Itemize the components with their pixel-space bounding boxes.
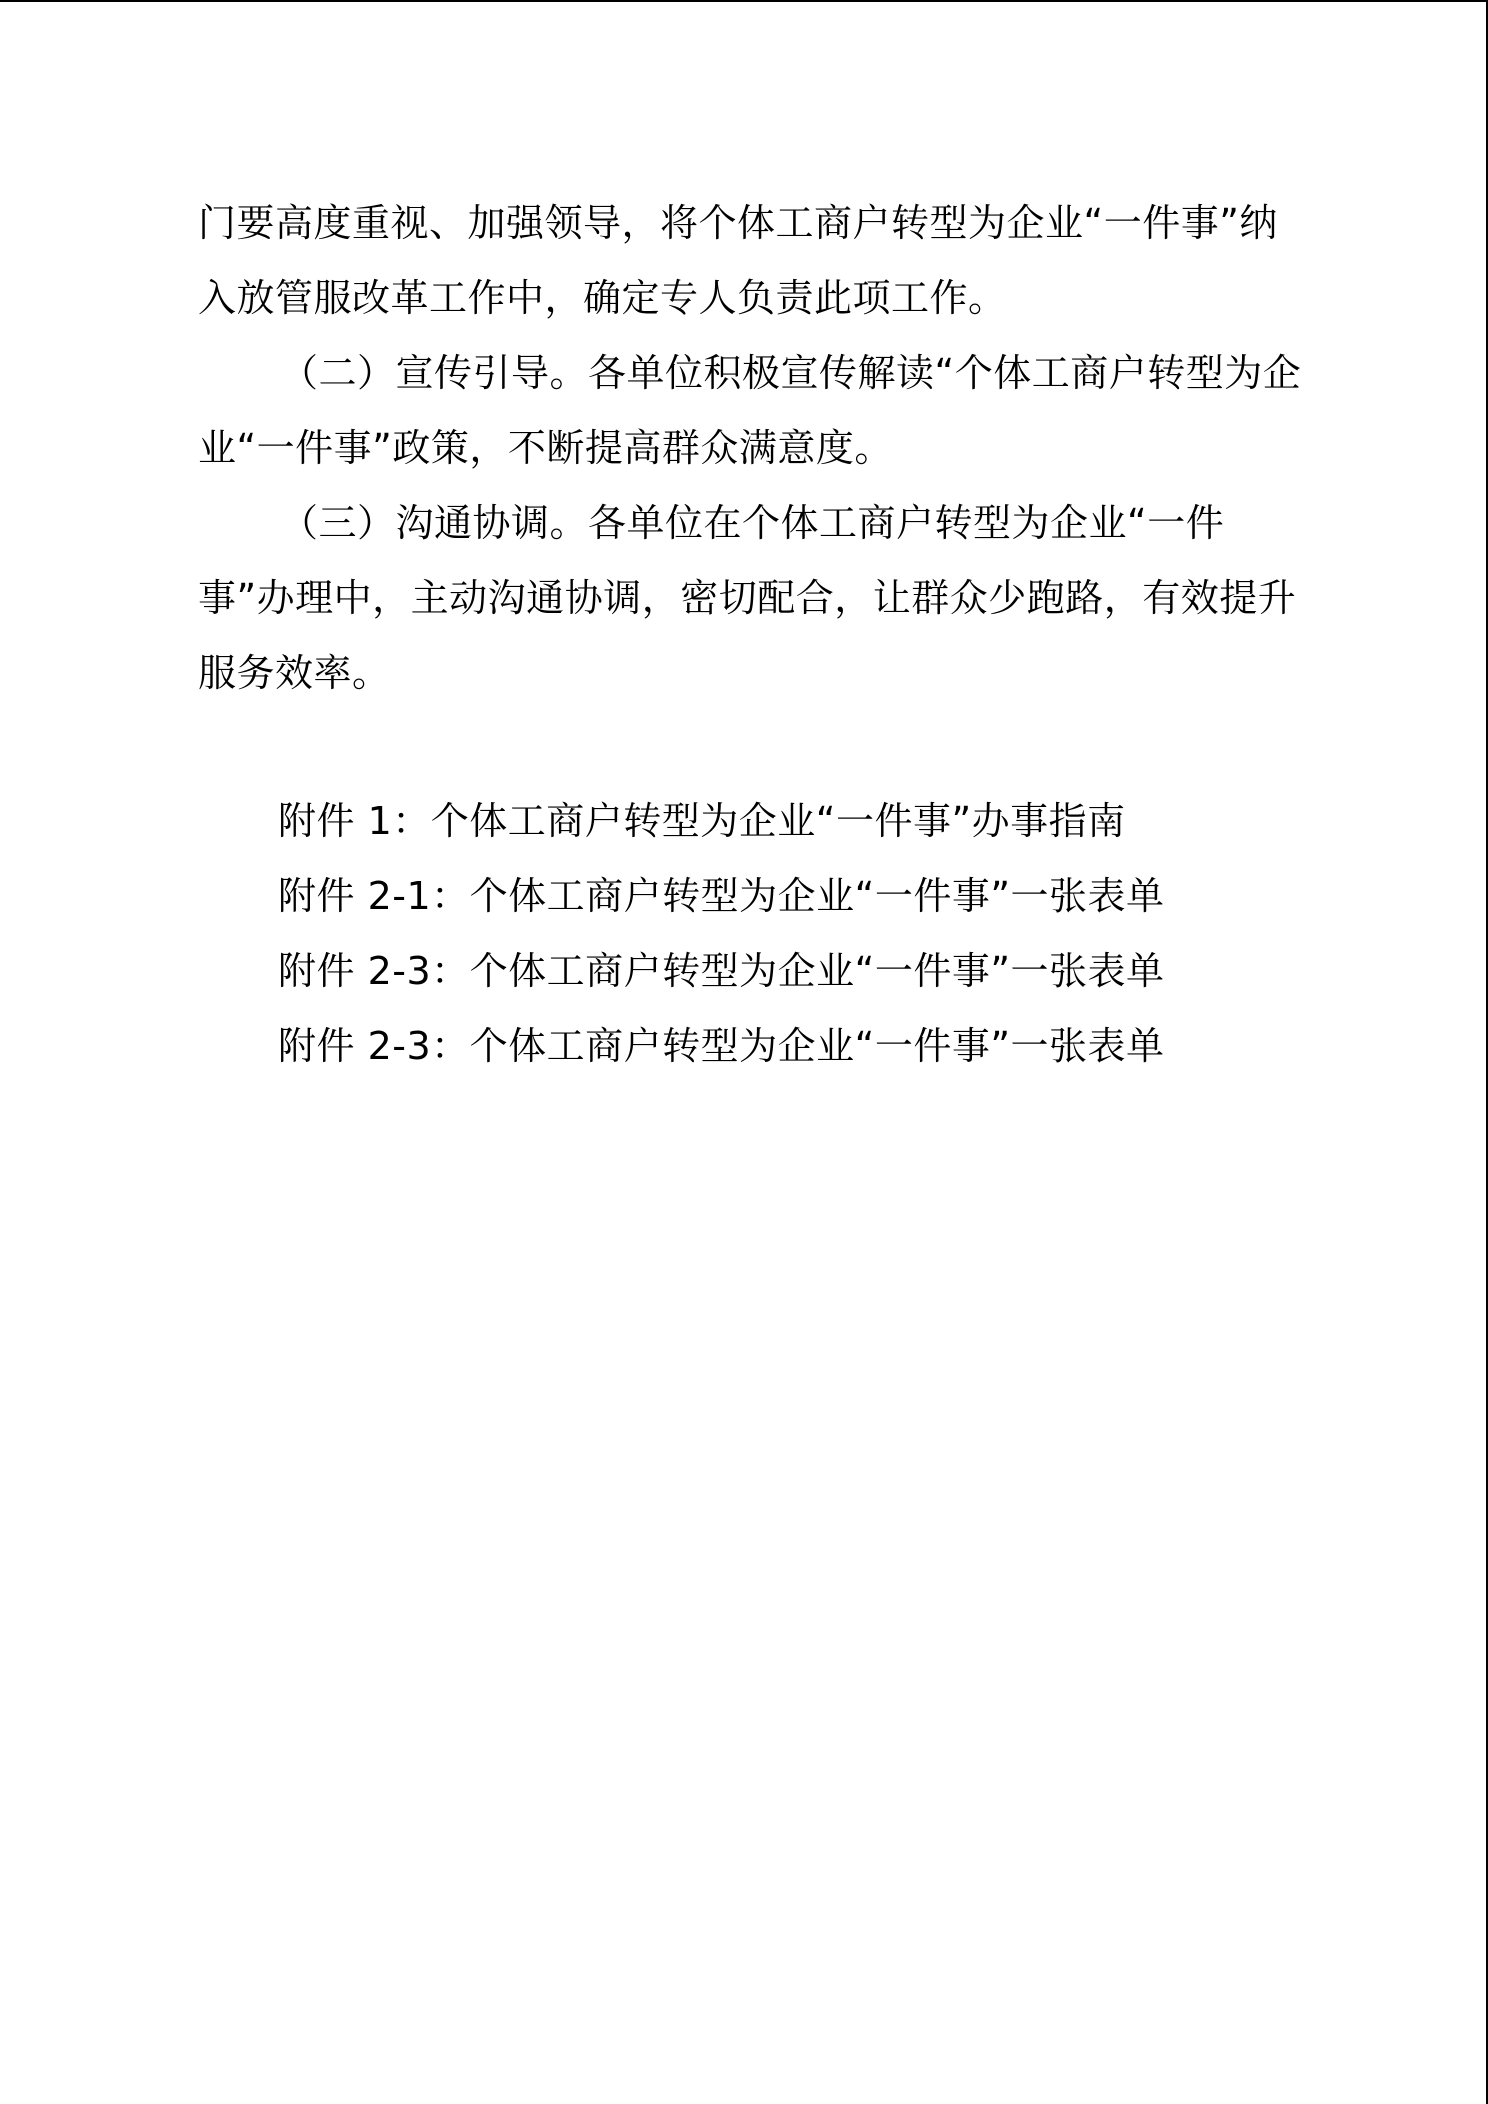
body-paragraph-coordination: （三）沟通协调。各单位在个体工商户转型为企业“一件事”办理中，主动沟通协调，密切配合，让群众少跑路，有效提升服务效率。 (198, 501, 1297, 695)
attachment-item-1: 附件 1：个体工商户转型为企业“一件事”办事指南 (278, 799, 1126, 843)
attachment-item-2-1: 附件 2-1：个体工商户转型为企业“一件事”一张表单 (278, 874, 1165, 918)
body-paragraph-leadership: 门要高度重视、加强领导，将个体工商户转型为企业“一件事”纳入放管服改革工作中，确定专人负责此项工作。 (198, 201, 1278, 320)
document-body (198, 186, 1308, 711)
attachment-item-2-3-b: 附件 2-3：个体工商户转型为企业“一件事”一张表单 (278, 1024, 1165, 1068)
attachment-list (278, 784, 1378, 1084)
attachment-item-2-3-a: 附件 2-3：个体工商户转型为企业“一件事”一张表单 (278, 949, 1165, 993)
body-paragraph-publicity: （二）宣传引导。各单位积极宣传解读“个体工商户转型为企业“一件事”政策，不断提高群众满意度。 (198, 351, 1302, 470)
